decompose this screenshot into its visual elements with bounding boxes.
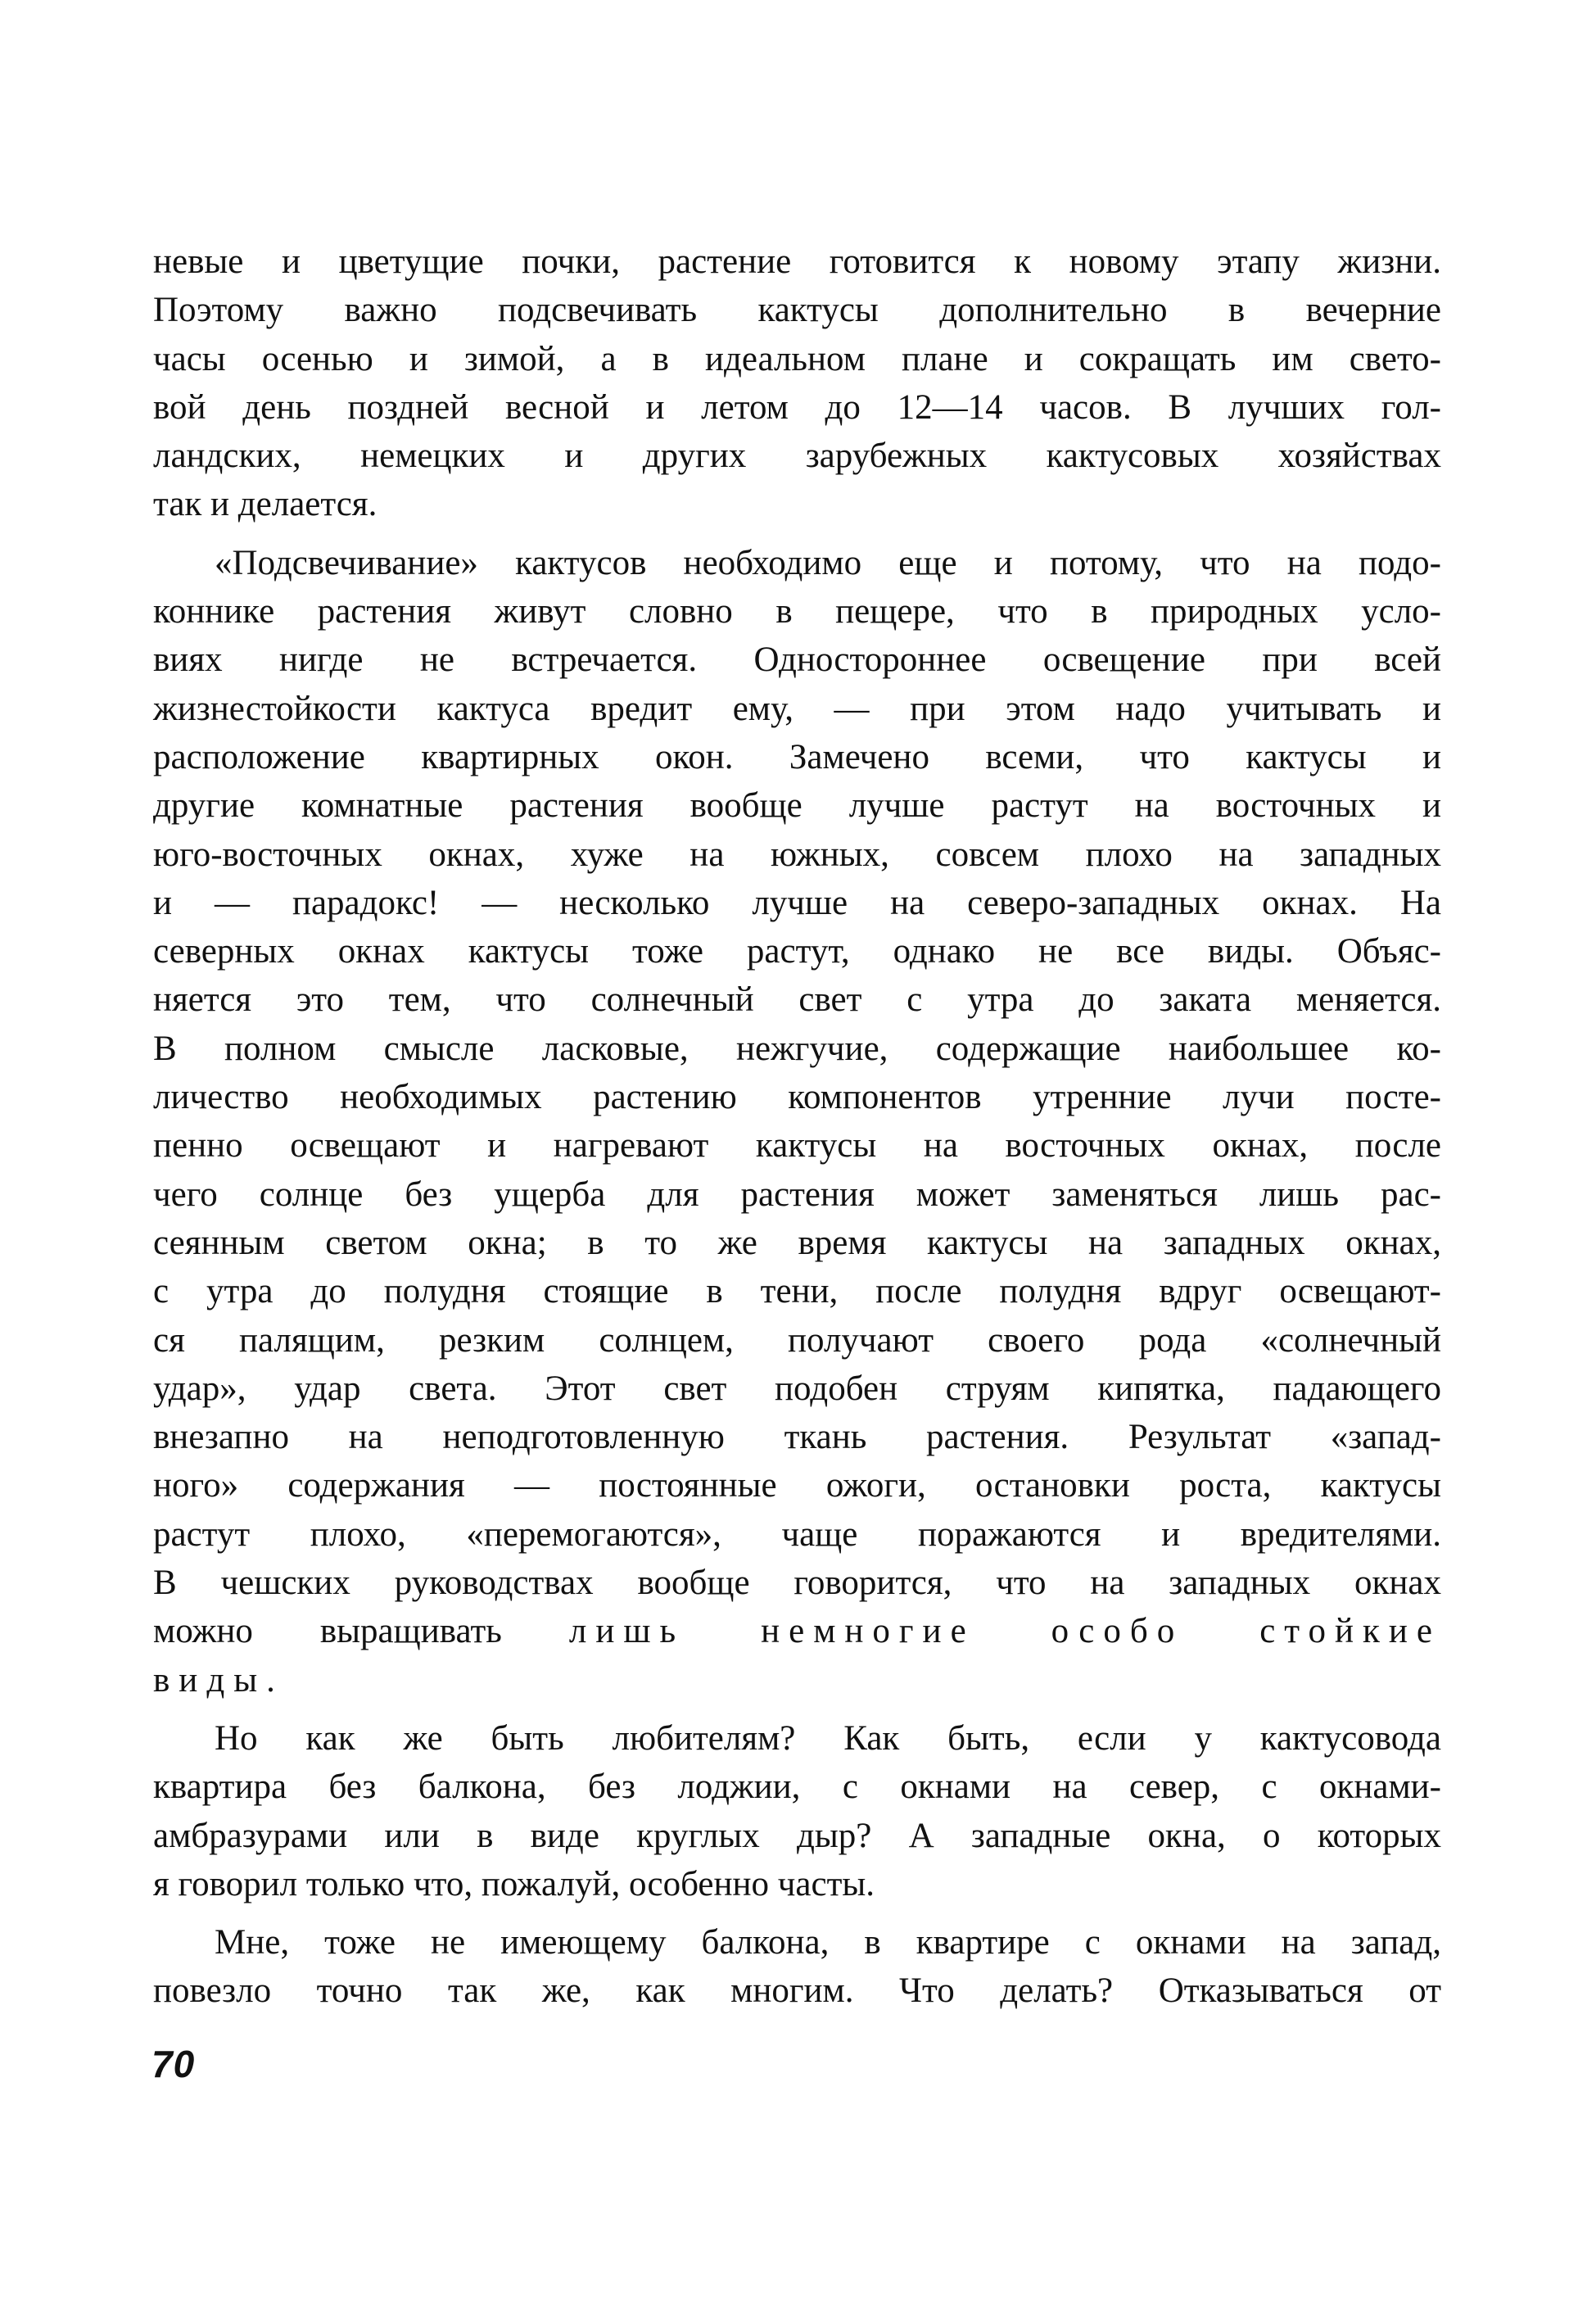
text-line: няется это тем, что солнечный свет с утра до заката меняется. bbox=[153, 980, 1441, 1020]
text-line-spaced: виды. bbox=[153, 1660, 284, 1700]
spaced-emphasis: лишь немногие особо стойкие bbox=[568, 1612, 1442, 1651]
text-line: личество необходимых растению компонентов утренние лучи посте- bbox=[153, 1078, 1441, 1117]
page-number: 70 bbox=[151, 2043, 196, 2085]
text-line: расположение квартирных окон. Замечено всеми, что кактусы и bbox=[153, 737, 1441, 776]
text-line: сеянным светом окна; в то же время кактусы на западных окнах, bbox=[153, 1223, 1441, 1262]
text-line: северных окнах кактусы тоже растут, однако не все виды. Объяс- bbox=[153, 932, 1441, 971]
text-line: амбразурами или в виде круглых дыр? А западные окна, о которых bbox=[153, 1816, 1441, 1855]
text-line: ландских, немецких и других зарубежных кактусовых хозяйствах bbox=[153, 437, 1441, 476]
text-line: и — парадокс! — несколько лучше на северо-западных окнах. На bbox=[153, 883, 1441, 922]
paragraph-1 bbox=[153, 238, 1441, 529]
paragraph-2 bbox=[153, 539, 1441, 1704]
body-text bbox=[153, 238, 1441, 2016]
paragraph-3 bbox=[153, 1714, 1441, 1908]
text-line: ного» содержания — постоянные ожоги, остановки роста, кактусы bbox=[153, 1466, 1441, 1505]
text-line: В чешских руководствах вообще говорится, что на западных окнах bbox=[153, 1564, 1441, 1603]
text-line: невые и цветущие почки, растение готовится к новому этапу жизни. bbox=[153, 242, 1441, 281]
text-line: я говорил только что, пожалуй, особенно часты. bbox=[153, 1864, 875, 1903]
text-line: Мне, тоже не имеющему балкона, в квартире с окнами на запад, bbox=[215, 1923, 1441, 1962]
text-line: виях нигде не встречается. Одностороннее освещение при всей bbox=[153, 640, 1441, 680]
text-line: ся палящим, резким солнцем, получают своего рода «солнечный bbox=[153, 1320, 1441, 1360]
text-line: другие комнатные растения вообще лучше растут на восточных и bbox=[153, 786, 1441, 826]
text-line: растут плохо, «перемогаются», чаще поражаются и вредителями. bbox=[153, 1514, 1441, 1554]
text-fragment: можно выращивать bbox=[153, 1612, 502, 1651]
text-line-spaced bbox=[153, 1607, 1441, 1655]
text-line: юго-восточных окнах, хуже на южных, совсем плохо на западных bbox=[153, 835, 1441, 874]
text-line: чего солнце без ущерба для растения может заменяться лишь рас- bbox=[153, 1175, 1441, 1214]
text-line: повезло точно так же, как многим. Что делать? Отказываться от bbox=[153, 1971, 1441, 2011]
text-line: часы осенью и зимой, а в идеальном плане и сокращать им свето- bbox=[153, 339, 1441, 378]
text-line: внезапно на неподготовленную ткань растения. Результат «запад- bbox=[153, 1418, 1441, 1457]
text-line: коннике растения живут словно в пещере, что в природных усло- bbox=[153, 592, 1441, 631]
text-line: жизнестойкости кактуса вредит ему, — при этом надо учитывать и bbox=[153, 689, 1441, 728]
text-line: В полном смысле ласковые, нежгучие, содержащие наибольшее ко- bbox=[153, 1029, 1441, 1068]
text-line: пенно освещают и нагревают кактусы на восточных окнах, после bbox=[153, 1126, 1441, 1166]
text-line: Поэтому важно подсвечивать кактусы дополнительно в вечерние bbox=[153, 291, 1441, 330]
text-line: с утра до полудня стоящие в тени, после полудня вдруг освещают- bbox=[153, 1272, 1441, 1311]
text-line: Но как же быть любителям? Как быть, если у кактусовода bbox=[215, 1718, 1441, 1758]
paragraph-4 bbox=[153, 1918, 1441, 2016]
text-line: удар», удар света. Этот свет подобен струям кипятка, падающего bbox=[153, 1369, 1441, 1408]
text-line: так и делается. bbox=[153, 485, 378, 524]
text-line: вой день поздней весной и летом до 12—14 часов. В лучших гол- bbox=[153, 387, 1441, 427]
text-line: квартира без балкона, без лоджии, с окнами на север, с окнами- bbox=[153, 1768, 1441, 1807]
text-line: «Подсвечивание» кактусов необходимо еще и потому, что на подо- bbox=[215, 543, 1441, 582]
